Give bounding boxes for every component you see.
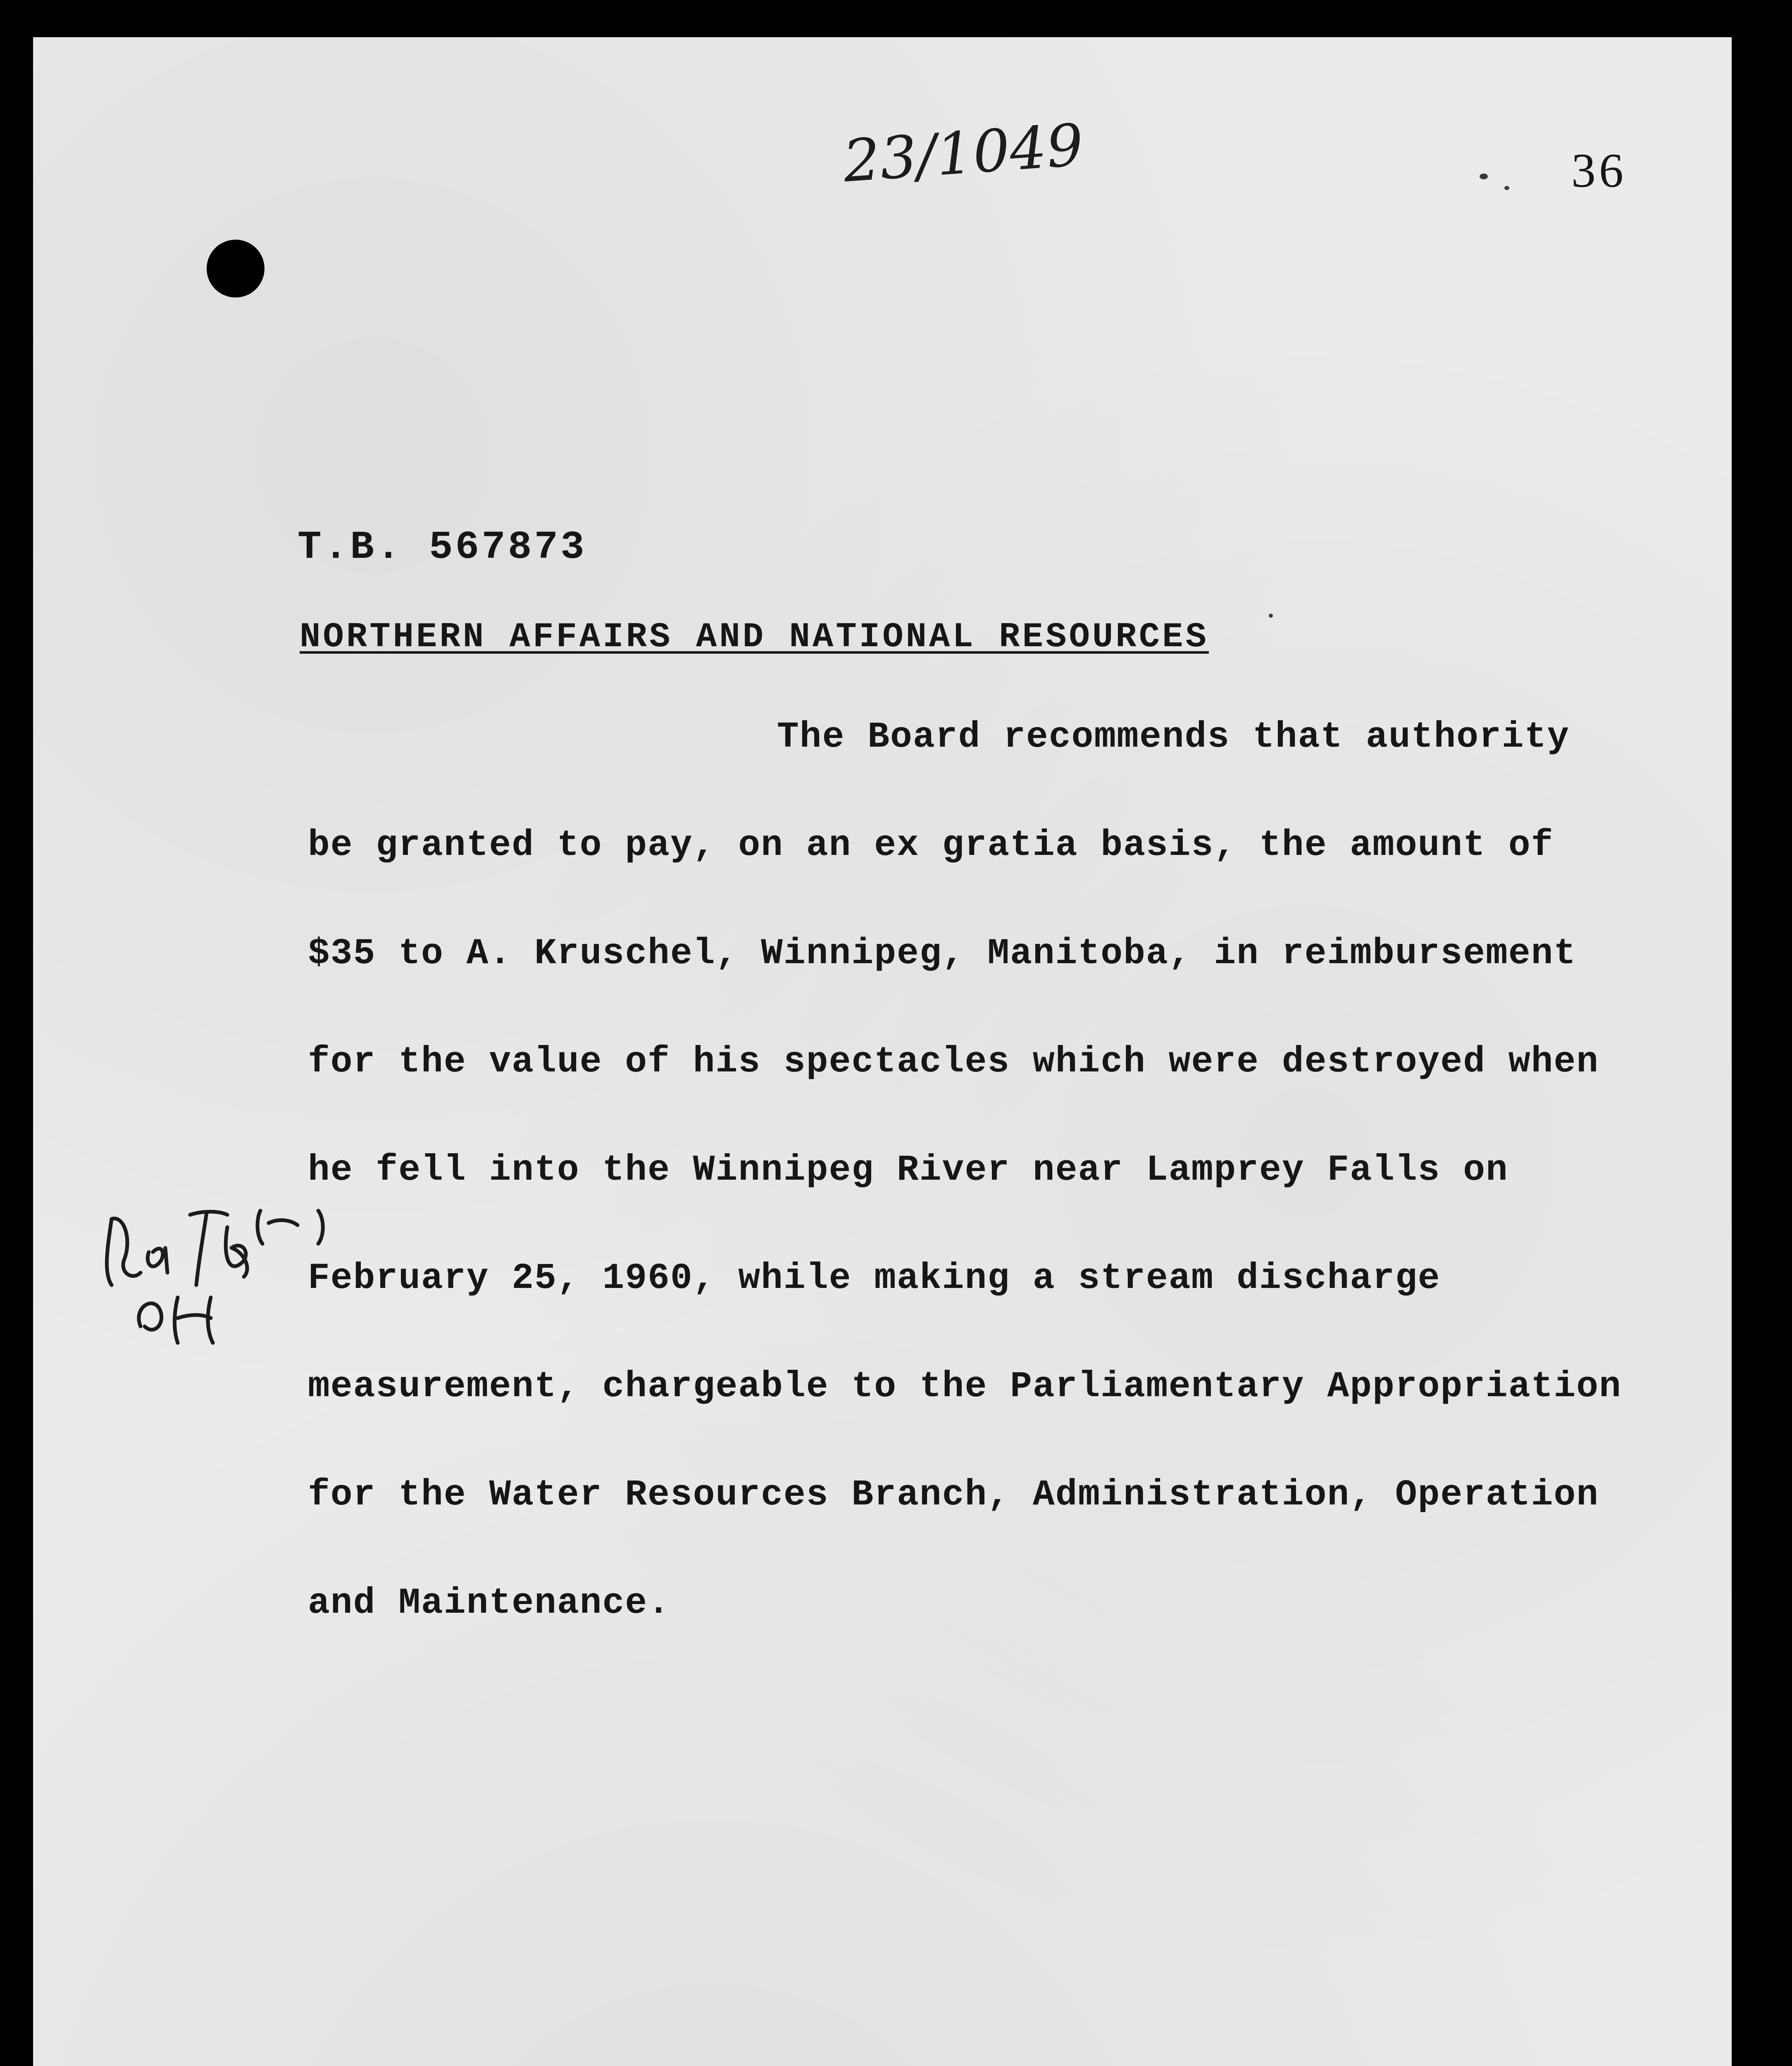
- body-line: for the Water Resources Branch, Administration, Operation: [308, 1475, 1599, 1516]
- punch-hole: [207, 240, 265, 298]
- body-line: February 25, 1960, while making a stream discharge: [308, 1258, 1441, 1299]
- margin-scribble-drawing: [95, 1190, 343, 1364]
- body-line: for the value of his spectacles which were destroyed when: [308, 1042, 1599, 1083]
- body-line: measurement, chargeable to the Parliamentary Appropriation: [308, 1366, 1622, 1407]
- handwritten-file-number: 23/1049: [841, 111, 1086, 196]
- department-heading: NORTHERN AFFAIRS AND NATIONAL RESOURCES: [300, 618, 1209, 657]
- body-line: The Board recommends that authority: [777, 717, 1570, 758]
- body-line: be granted to pay, on an ex gratia basis, the amount of: [308, 825, 1554, 866]
- document-page: [33, 37, 1732, 2066]
- body-line: he fell into the Winnipeg River near Lamprey Falls on: [308, 1150, 1508, 1191]
- handwritten-margin-initials: [95, 1190, 343, 1364]
- page-number: 36: [1571, 143, 1627, 198]
- treasury-board-number: T.B. 567873: [298, 525, 587, 570]
- recommendation-paragraph: [308, 713, 1713, 1687]
- paper-speck: [1480, 174, 1488, 179]
- paper-speck: [1504, 186, 1509, 190]
- body-line: $35 to A. Kruschel, Winnipeg, Manitoba, in reimbursement: [308, 933, 1577, 974]
- body-line: and Maintenance.: [308, 1583, 670, 1624]
- paper-speck: [1269, 614, 1273, 618]
